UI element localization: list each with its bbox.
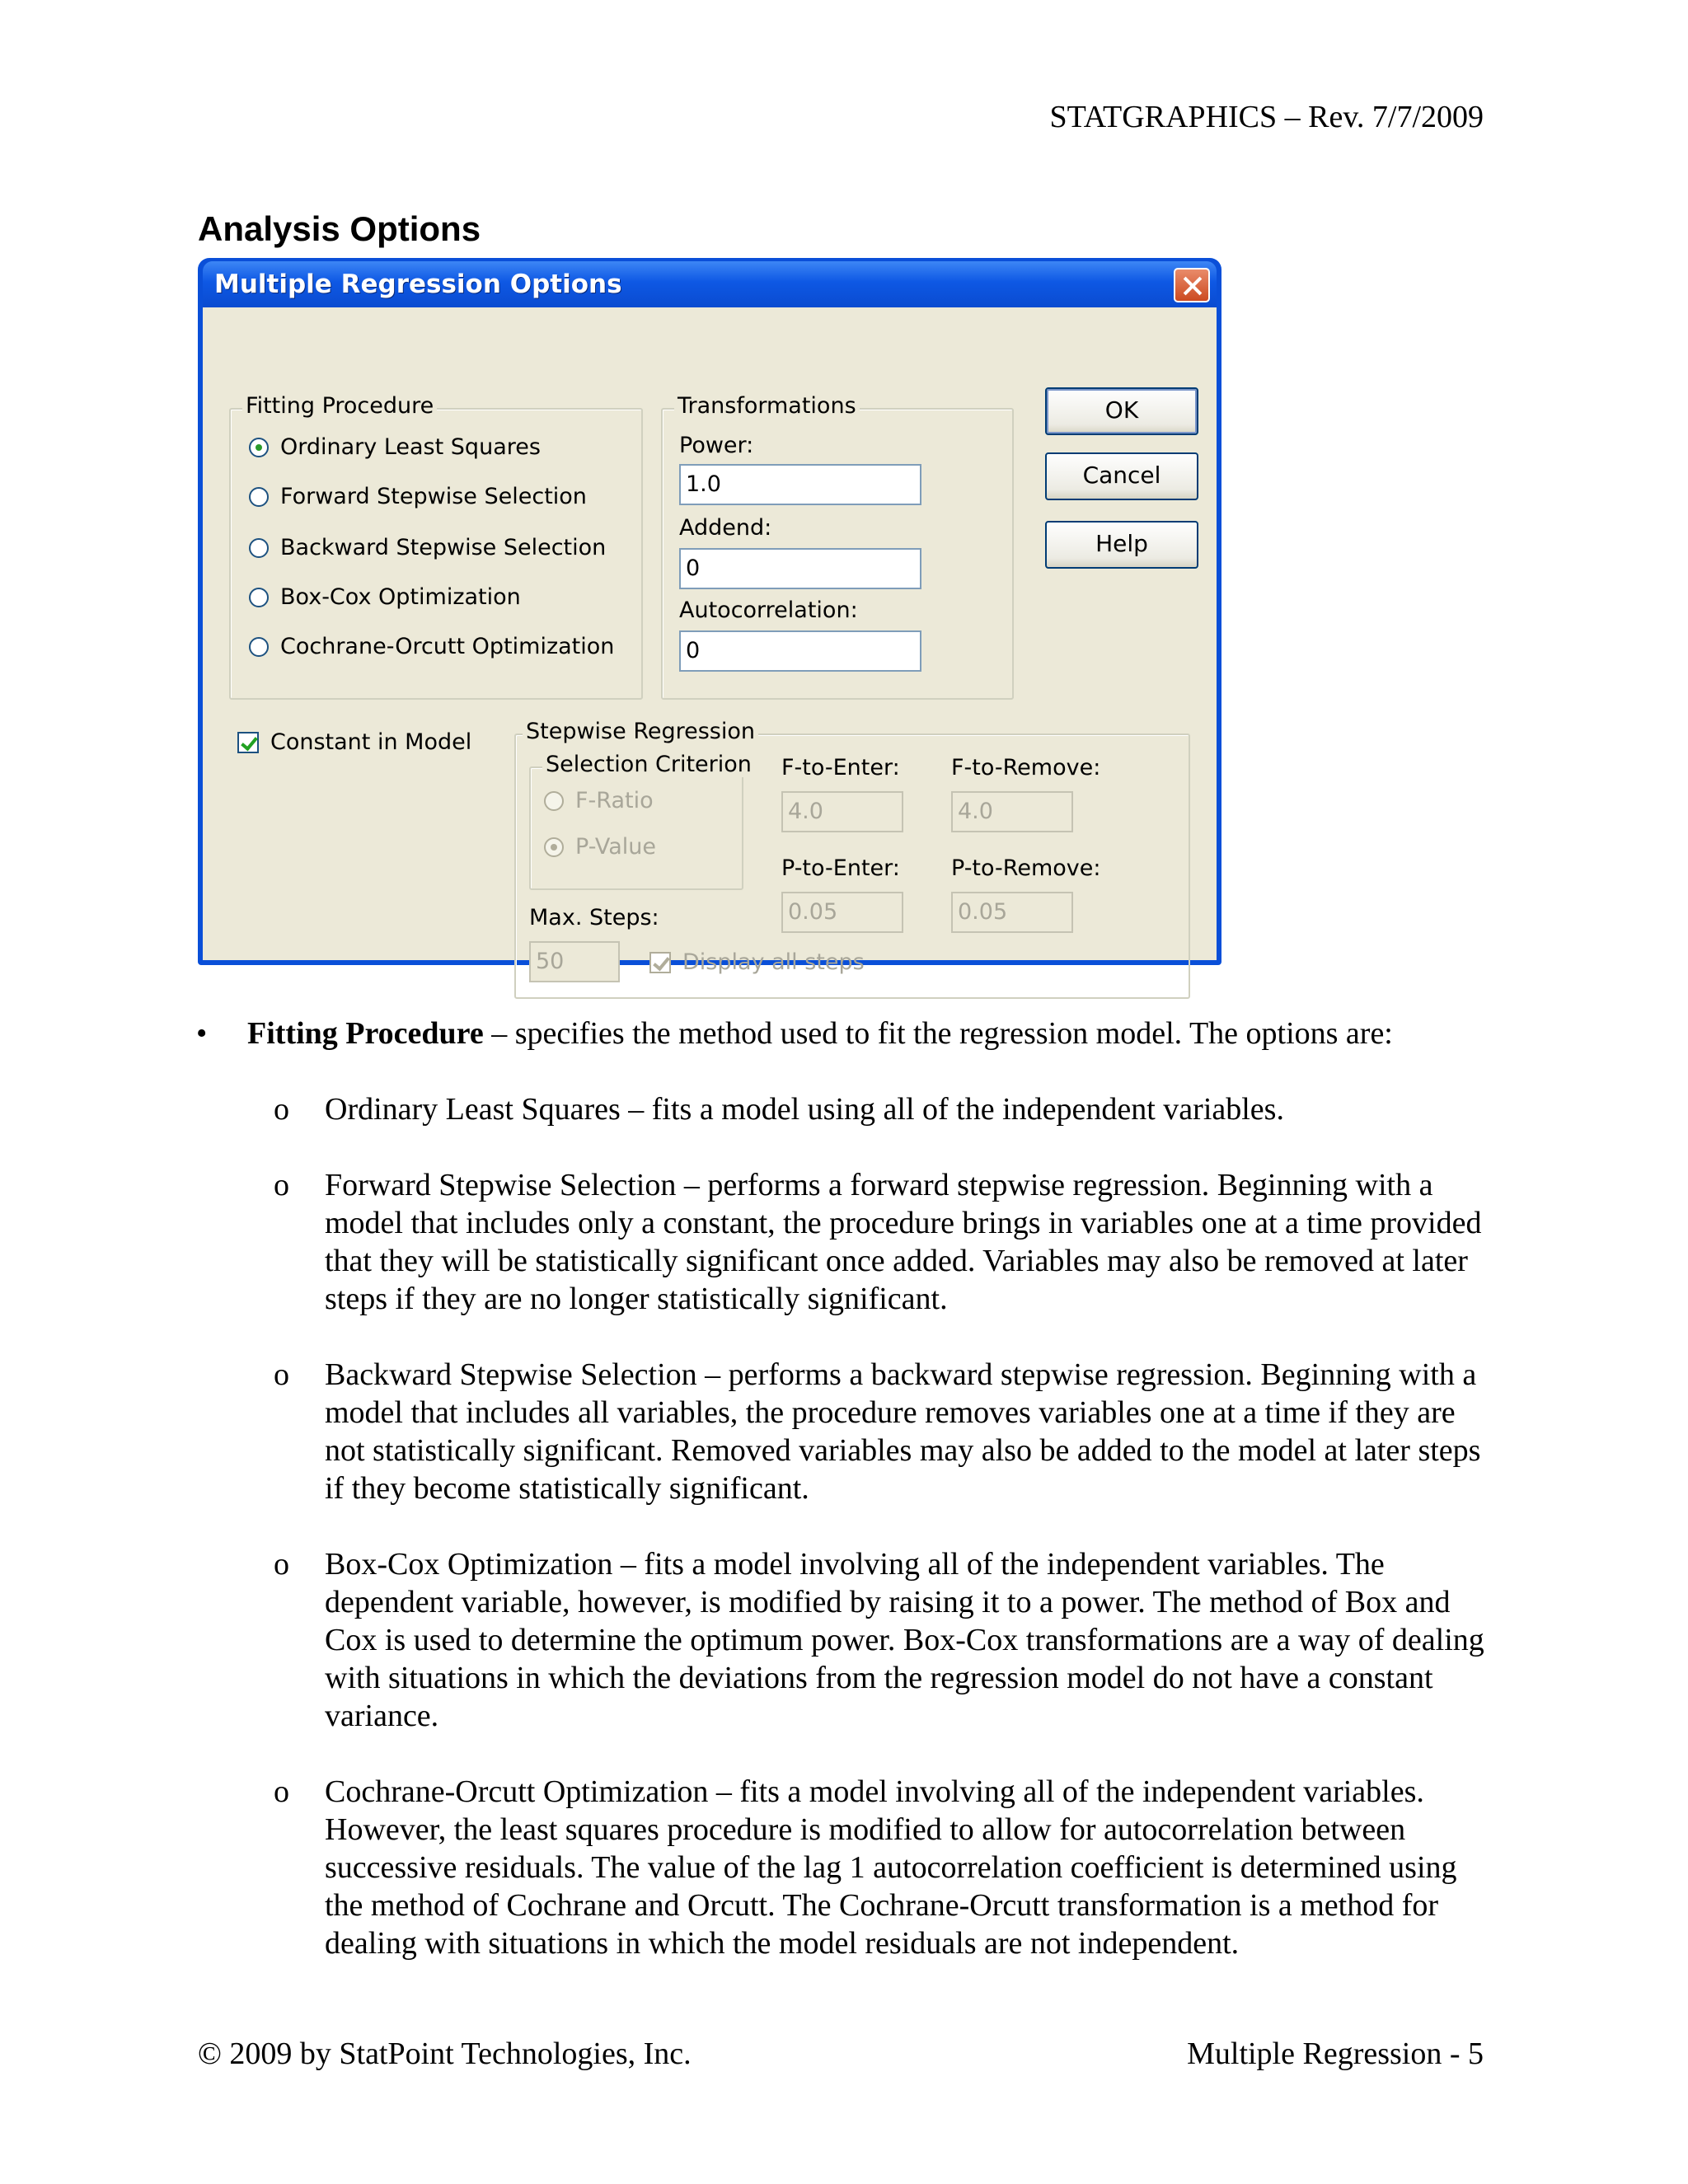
list-marker: o	[274, 1168, 289, 1202]
dialog-title: Multiple Regression Options	[214, 269, 622, 299]
radio-button-icon[interactable]	[249, 637, 269, 657]
dialog-client-area	[203, 307, 1217, 975]
close-icon[interactable]	[1174, 268, 1210, 302]
display-all-steps-checkbox[interactable]	[649, 949, 865, 975]
list-marker: o	[274, 1547, 289, 1582]
multiple-regression-options-dialog	[198, 258, 1221, 975]
radio-button-icon[interactable]	[249, 588, 269, 607]
p-to-remove-input[interactable]: 0.05	[951, 892, 1073, 933]
checkbox-icon[interactable]	[649, 952, 671, 973]
autocorrelation-label: Autocorrelation:	[679, 598, 858, 623]
radio-label: P-Value	[575, 834, 656, 860]
checkbox-icon[interactable]	[237, 732, 259, 753]
radio-button-icon[interactable]	[249, 438, 269, 457]
f-to-enter-label: F-to-Enter:	[781, 755, 900, 780]
radio-label: Box-Cox Optimization	[280, 584, 521, 610]
addend-label: Addend:	[679, 515, 772, 541]
f-to-enter-input[interactable]: 4.0	[781, 791, 903, 832]
sub-item-text: Cochrane-Orcutt Optimization – fits a model involving all of the independent variables. However, the least squares procedure is modified to allow for autocorrelation between successive residuals. The value of the lag 1 autocorrelation coefficient is determined using the method of Cochrane and Orcutt. The Cochrane-Orcutt transformation is a method for dealing with situations in which the model residuals are not independent.	[325, 1774, 1457, 1961]
fitting-procedure-group	[229, 393, 643, 700]
radio-button-icon[interactable]	[544, 837, 564, 857]
fitting-procedure-legend: Fitting Procedure	[242, 393, 437, 419]
bullet-icon: •	[196, 1016, 208, 1051]
radio-button-icon[interactable]	[249, 487, 269, 507]
transformations-group	[661, 393, 1014, 700]
max-steps-label: Max. Steps:	[529, 905, 659, 930]
autocorrelation-input[interactable]: 0	[679, 630, 921, 672]
ok-button[interactable]: OK	[1045, 387, 1198, 435]
radio-label: Backward Stepwise Selection	[280, 535, 607, 560]
radio-label: Forward Stepwise Selection	[280, 484, 587, 509]
sub-item-text: Backward Stepwise Selection – performs a backward stepwise regression. Beginning with a model that includes all variables, the procedure removes variables one at a time if they are not statistically significant. Removed variables may also be added to the model at later steps if they become statistically significant.	[325, 1357, 1481, 1506]
stepwise-regression-group	[514, 719, 1190, 999]
display-all-steps-label: Display all steps	[682, 949, 865, 975]
p-to-remove-label: P-to-Remove:	[951, 855, 1101, 881]
power-input[interactable]: 1.0	[679, 464, 921, 505]
radio-button-icon[interactable]	[544, 791, 564, 811]
section-title: Analysis Options	[198, 209, 481, 248]
max-steps-input[interactable]: 50	[529, 941, 620, 982]
sub-item-text: Forward Stepwise Selection – performs a forward stepwise regression. Beginning with a model that includes only a constant, the procedure brings in variables one at a time provided that they will be statistically significant once added. Variables may also be removed at later steps if they are no longer statistically significant.	[325, 1168, 1482, 1316]
radio-cochrane-orcutt-optimization[interactable]	[249, 634, 614, 659]
footer-copyright: © 2009 by StatPoint Technologies, Inc.	[198, 2036, 692, 2071]
sub-item-text: Box-Cox Optimization – fits a model involving all of the independent variables. The dependent variable, however, is modified by raising it to a power. The method of Box and Cox is used to determine the optimum power. Box-Cox transformations are a way of dealing with situations in which the deviations from the regression model do not have a constant variance.	[325, 1547, 1484, 1733]
sub-item-text: Ordinary Least Squares – fits a model using all of the independent variables.	[325, 1092, 1284, 1127]
f-to-remove-input[interactable]: 4.0	[951, 791, 1073, 832]
bullet-content	[247, 1015, 1393, 1052]
dialog-titlebar[interactable]	[203, 261, 1217, 307]
stepwise-regression-legend: Stepwise Regression	[523, 719, 758, 744]
radio-box-cox-optimization[interactable]	[249, 584, 521, 610]
bullet-term: Fitting Procedure	[247, 1016, 484, 1051]
running-header: STATGRAPHICS – Rev. 7/7/2009	[1049, 100, 1484, 134]
footer-page-label: Multiple Regression - 5	[1187, 2036, 1484, 2071]
constant-in-model-label: Constant in Model	[270, 729, 472, 755]
radio-p-value[interactable]	[544, 834, 656, 860]
f-to-remove-label: F-to-Remove:	[951, 755, 1101, 780]
radio-label: Ordinary Least Squares	[280, 434, 541, 460]
help-button[interactable]: Help	[1045, 521, 1198, 569]
power-label: Power:	[679, 433, 754, 458]
radio-ordinary-least-squares[interactable]	[249, 434, 541, 460]
radio-forward-stepwise-selection[interactable]	[249, 484, 587, 509]
bullet-description: – specifies the method used to fit the regression model. The options are:	[483, 1016, 1393, 1051]
selection-criterion-legend: Selection Criterion	[542, 752, 755, 777]
radio-label: Cochrane-Orcutt Optimization	[280, 634, 615, 659]
constant-in-model-checkbox[interactable]	[237, 729, 471, 755]
selection-criterion-group	[529, 752, 752, 890]
transformations-legend: Transformations	[674, 393, 860, 419]
radio-button-icon[interactable]	[249, 538, 269, 558]
list-marker: o	[274, 1357, 289, 1392]
cancel-button[interactable]: Cancel	[1045, 452, 1198, 500]
list-marker: o	[274, 1092, 289, 1127]
p-to-enter-input[interactable]: 0.05	[781, 892, 903, 933]
p-to-enter-label: P-to-Enter:	[781, 855, 900, 881]
addend-input[interactable]: 0	[679, 548, 921, 589]
radio-f-ratio[interactable]	[544, 788, 654, 813]
radio-label: F-Ratio	[575, 788, 654, 813]
list-marker: o	[274, 1774, 289, 1809]
radio-backward-stepwise-selection[interactable]	[249, 535, 606, 560]
